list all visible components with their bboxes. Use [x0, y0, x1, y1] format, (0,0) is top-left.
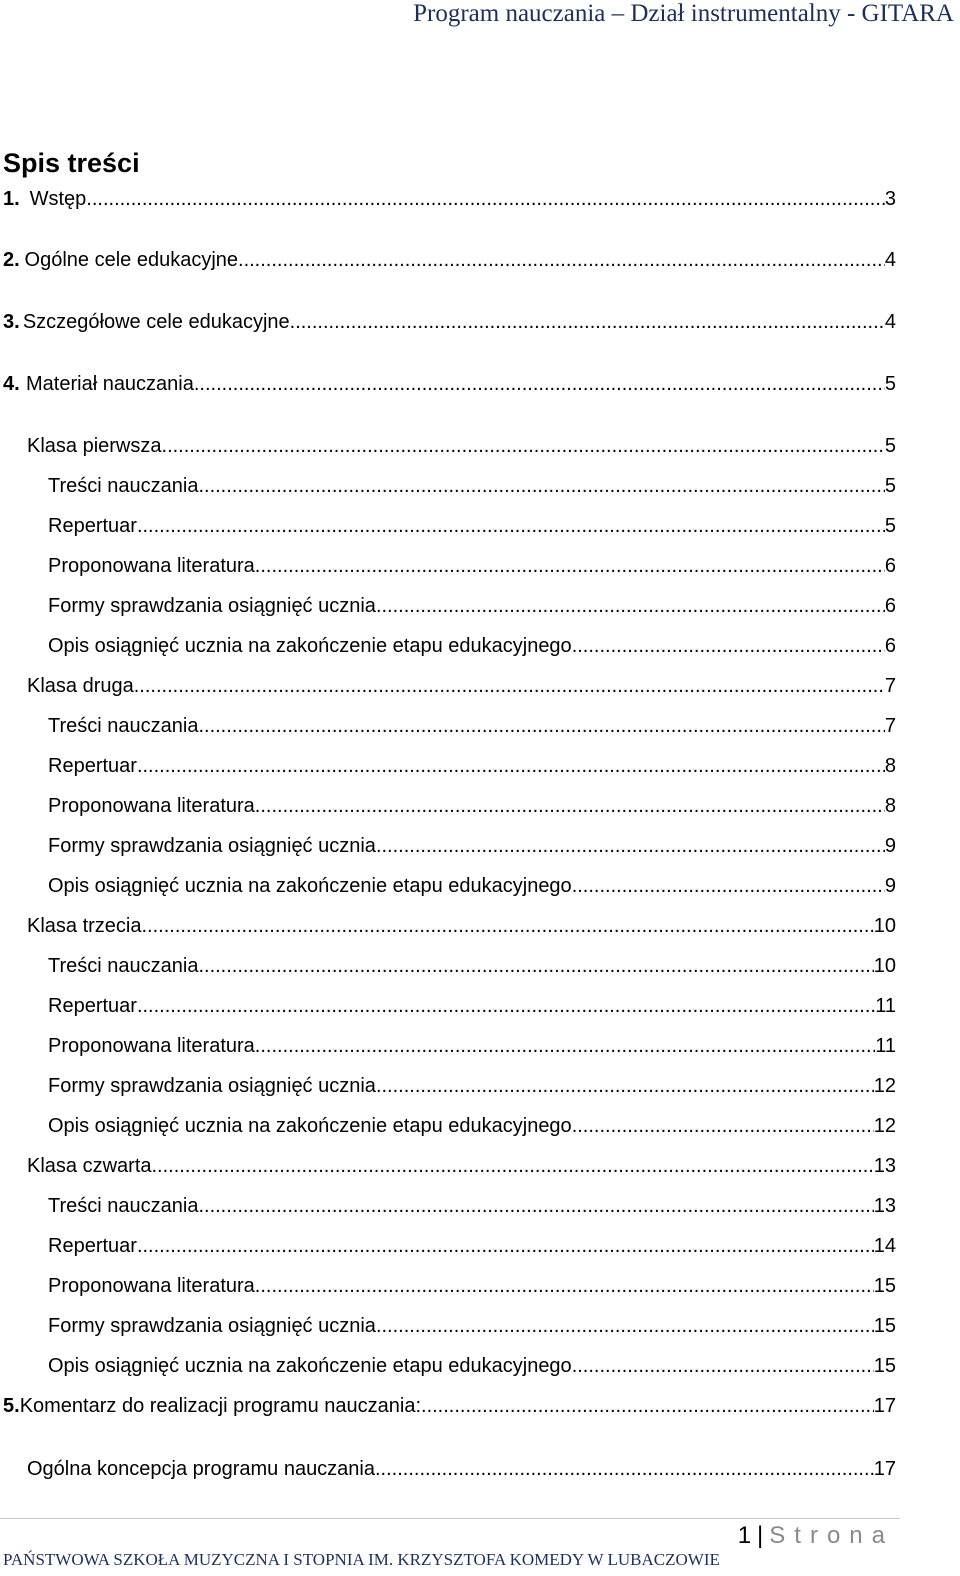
toc-dot-leader — [134, 673, 885, 699]
toc-entry-label: Proponowana literatura — [48, 1275, 255, 1297]
toc-dot-leader — [376, 593, 885, 619]
toc-dot-leader — [198, 953, 873, 979]
toc-entry-label: Opis osiągnięć ucznia na zakończenie etapu edukacyjnego — [48, 1115, 572, 1137]
toc-entry-page: 17 — [873, 1395, 896, 1417]
toc-entry[interactable] — [48, 1233, 896, 1259]
toc-entry-label: Wstęp — [29, 188, 87, 210]
toc-entry-page: 5 — [884, 435, 896, 457]
page-word: Strona — [769, 1522, 894, 1549]
toc-entry-page: 17 — [873, 1458, 896, 1480]
toc-entry[interactable] — [48, 1113, 896, 1139]
toc-entry-page: 6 — [884, 595, 896, 617]
toc-entry-number: 1. — [3, 188, 20, 210]
toc-entry-page: 7 — [884, 675, 896, 697]
toc-entry-page: 13 — [873, 1155, 896, 1177]
toc-entry[interactable] — [3, 247, 896, 273]
toc-entry-label: Treści nauczania — [48, 475, 199, 497]
toc-entry-number: 2. — [3, 249, 20, 271]
toc-entry-label: Treści nauczania — [48, 715, 199, 737]
toc-dot-leader — [238, 247, 885, 273]
toc-dot-leader — [137, 753, 885, 779]
toc-dot-leader — [137, 993, 875, 1019]
toc-entry-page: 15 — [873, 1315, 896, 1337]
toc-entry[interactable] — [3, 309, 896, 335]
toc-entry-label: Ogólna koncepcja programu nauczania — [27, 1458, 375, 1480]
page-number-value: 1 — [737, 1522, 752, 1549]
toc-entry-label: Formy sprawdzania osiągnięć ucznia — [48, 1315, 376, 1337]
toc-entry-page: 13 — [873, 1195, 896, 1217]
page-number — [738, 1521, 894, 1551]
toc-entry[interactable] — [27, 1456, 896, 1482]
toc-entry-label: Treści nauczania — [48, 1195, 199, 1217]
toc-entry-label: Formy sprawdzania osiągnięć ucznia — [48, 835, 376, 857]
toc-entry[interactable] — [48, 753, 896, 779]
toc-entry-page: 11 — [875, 1035, 896, 1057]
toc-entry-label: Komentarz do realizacji programu nauczania: — [19, 1395, 422, 1417]
toc-dot-leader — [376, 1073, 874, 1099]
toc-entry-number: 3. — [3, 311, 20, 333]
toc-dot-leader — [198, 473, 884, 499]
school-name-footer: PAŃSTWOWA SZKOŁA MUZYCZNA I STOPNIA IM. KRZYSZTOFA KOMEDY W LUBACZOWIE — [3, 1550, 720, 1569]
toc-entry-page: 6 — [884, 555, 896, 577]
toc-entry-label: Repertuar — [48, 995, 137, 1017]
toc-entry[interactable] — [3, 186, 896, 212]
toc-entry-label: Repertuar — [48, 755, 137, 777]
toc-dot-leader — [162, 433, 885, 459]
toc-entry-label: Klasa pierwsza — [27, 435, 162, 457]
toc-entry-label: Repertuar — [48, 1235, 137, 1257]
toc-entry[interactable] — [48, 1313, 896, 1339]
toc-dot-leader — [290, 309, 885, 335]
toc-dot-leader — [142, 913, 874, 939]
toc-entry[interactable] — [27, 1153, 896, 1179]
toc-entry-page: 6 — [884, 635, 896, 657]
footer-divider — [0, 1518, 900, 1519]
toc-entry[interactable] — [48, 833, 896, 859]
toc-entry-label: Opis osiągnięć ucznia na zakończenie etapu edukacyjnego — [48, 635, 572, 657]
toc-entry-page: 10 — [873, 955, 896, 977]
toc-entry-label: Klasa trzecia — [27, 915, 142, 937]
toc-dot-leader — [86, 186, 885, 212]
toc-entry-label: Materiał nauczania — [26, 373, 194, 395]
toc-dot-leader — [152, 1153, 874, 1179]
toc-entry-number: 4. — [3, 373, 20, 395]
toc-dot-leader — [572, 1353, 874, 1379]
toc-entry-label: Ogólne cele edukacyjne — [24, 249, 239, 271]
toc-entry[interactable] — [3, 371, 896, 397]
toc-entry[interactable] — [48, 953, 896, 979]
document-header-title: Program nauczania – Dział instrumentalny - GITARA — [413, 0, 954, 27]
toc-entry-page: 4 — [884, 249, 896, 271]
toc-entry-page: 5 — [884, 475, 896, 497]
toc-entry-page: 11 — [875, 995, 896, 1017]
toc-entry-label: Opis osiągnięć ucznia na zakończenie etapu edukacyjnego — [48, 875, 572, 897]
toc-entry[interactable] — [27, 433, 896, 459]
toc-entry[interactable] — [48, 1273, 896, 1299]
toc-entry-page: 8 — [884, 795, 896, 817]
toc-entry-page: 15 — [873, 1355, 896, 1377]
toc-entry[interactable] — [27, 913, 896, 939]
toc-entry-label: Opis osiągnięć ucznia na zakończenie etapu edukacyjnego — [48, 1355, 572, 1377]
toc-entry-page: 7 — [884, 715, 896, 737]
toc-dot-leader — [572, 873, 885, 899]
toc-entry-page: 9 — [884, 875, 896, 897]
toc-entry-label: Proponowana literatura — [48, 795, 255, 817]
toc-entry-number: 5. — [3, 1395, 20, 1417]
toc-entry-page: 12 — [873, 1115, 896, 1137]
toc-entry-label: Formy sprawdzania osiągnięć ucznia — [48, 595, 376, 617]
toc-entry[interactable] — [48, 1193, 896, 1219]
toc-entry-page: 10 — [873, 915, 896, 937]
toc-entry[interactable] — [48, 553, 896, 579]
toc-dot-leader — [255, 1033, 875, 1059]
toc-dot-leader — [376, 1313, 874, 1339]
toc-entry-label: Repertuar — [48, 515, 137, 537]
toc-entry[interactable] — [48, 593, 896, 619]
toc-entry-label: Formy sprawdzania osiągnięć ucznia — [48, 1075, 376, 1097]
toc-entry[interactable] — [48, 1353, 896, 1379]
toc-entry-label: Proponowana literatura — [48, 555, 255, 577]
toc-entry[interactable] — [48, 513, 896, 539]
toc-dot-leader — [255, 553, 885, 579]
page-number-separator: | — [757, 1522, 764, 1549]
toc-entry-page: 8 — [884, 755, 896, 777]
toc-entry-page: 5 — [884, 373, 896, 395]
toc-entry-page: 5 — [884, 515, 896, 537]
toc-dot-leader — [255, 793, 885, 819]
toc-dot-leader — [376, 833, 885, 859]
toc-entry[interactable] — [48, 1033, 896, 1059]
toc-dot-leader — [137, 1233, 874, 1259]
toc-dot-leader — [137, 513, 885, 539]
toc-entry-label: Proponowana literatura — [48, 1035, 255, 1057]
toc-entry-page: 12 — [873, 1075, 896, 1097]
toc-dot-leader — [421, 1393, 874, 1419]
toc-entry-page: 3 — [884, 188, 896, 210]
toc-entry[interactable] — [48, 993, 896, 1019]
toc-entry-page: 9 — [884, 835, 896, 857]
toc-entry[interactable] — [48, 633, 896, 659]
toc-entry-page: 15 — [873, 1275, 896, 1297]
toc-dot-leader — [198, 713, 884, 739]
toc-title: Spis treści — [3, 148, 140, 178]
toc-entry-label: Treści nauczania — [48, 955, 199, 977]
toc-entry-label: Klasa druga — [27, 675, 134, 697]
toc-entry[interactable] — [48, 1073, 896, 1099]
toc-entry[interactable] — [3, 1393, 896, 1419]
toc-entry[interactable] — [48, 793, 896, 819]
toc-entry-label: Klasa czwarta — [27, 1155, 152, 1177]
toc-dot-leader — [255, 1273, 874, 1299]
toc-entry[interactable] — [48, 873, 896, 899]
toc-dot-leader — [572, 633, 885, 659]
toc-entry[interactable] — [27, 673, 896, 699]
toc-entry-label: Szczegółowe cele edukacyjne — [22, 311, 290, 333]
toc-entry-page: 14 — [873, 1235, 896, 1257]
toc-dot-leader — [198, 1193, 873, 1219]
toc-dot-leader — [375, 1456, 874, 1482]
toc-dot-leader — [572, 1113, 874, 1139]
toc-entry-page: 4 — [884, 311, 896, 333]
toc-dot-leader — [194, 371, 885, 397]
toc-entry[interactable] — [48, 713, 896, 739]
toc-entry[interactable] — [48, 473, 896, 499]
